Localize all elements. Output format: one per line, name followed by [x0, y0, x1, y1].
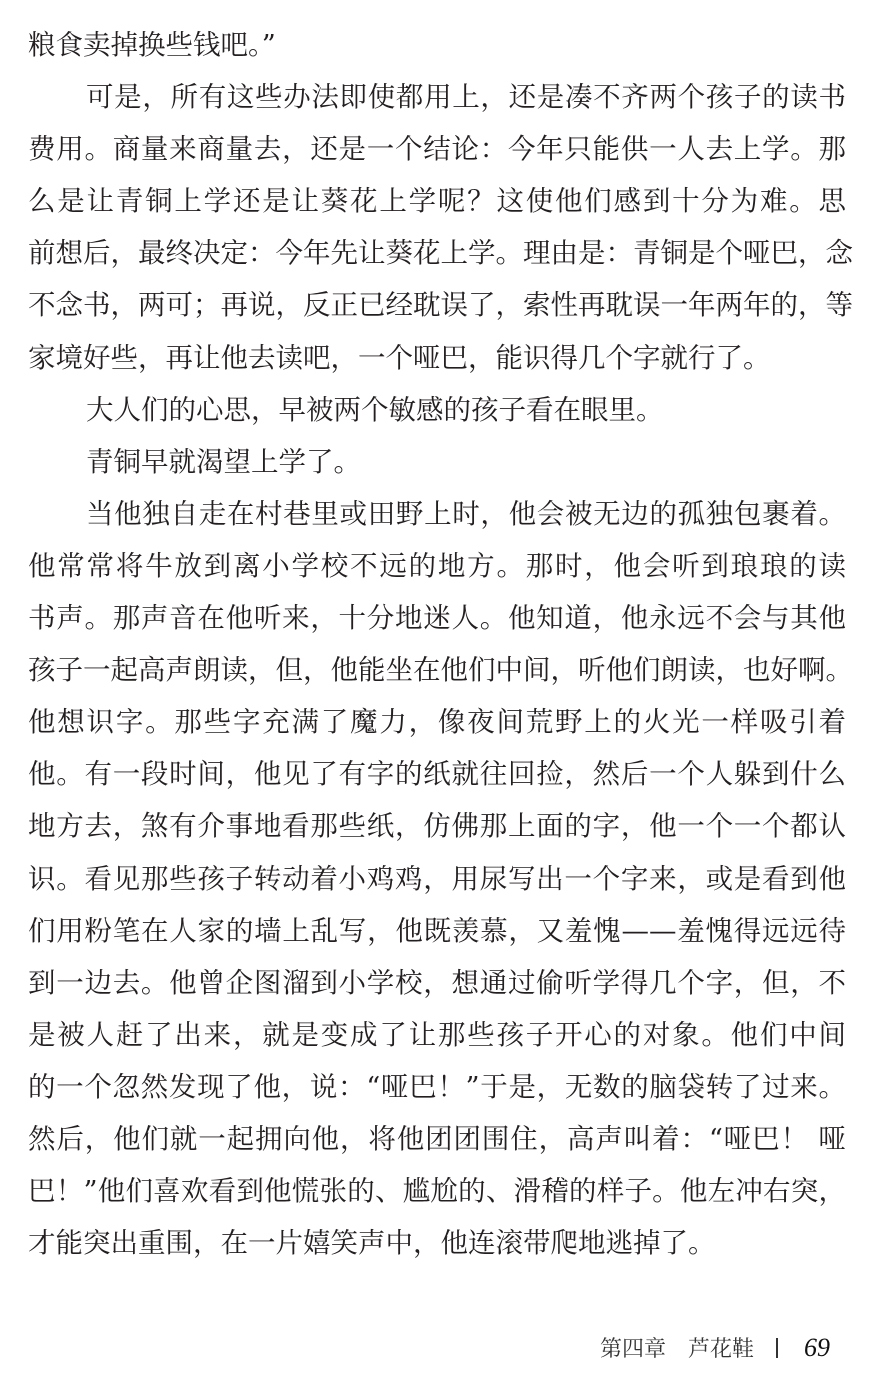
text-line: 们用粉笔在人家的墙上乱写，他既羡慕，又羞愧——羞愧得远远待 [28, 914, 846, 947]
text-line: 识。看见那些孩子转动着小鸡鸡，用尿写出一个字来，或是看到他 [28, 862, 846, 895]
page-number: 69 [804, 1333, 831, 1362]
text-line: 孩子一起高声朗读，但，他能坐在他们中间，听他们朗读，也好啊。 [28, 654, 853, 687]
text-line: 到一边去。他曾企图溜到小学校，想通过偷听学得几个字，但，不 [28, 966, 846, 999]
text-line: 才能突出重围，在一片嬉笑声中，他连滚带爬地逃掉了。 [28, 1227, 716, 1260]
text-line: 前想后，最终决定：今年先让葵花上学。理由是：青铜是个哑巴，念 [28, 237, 853, 270]
text-line: 巴！”他们喜欢看到他慌张的、尴尬的、滑稽的样子。他左冲右突， [28, 1175, 846, 1208]
text-line: 地方去，煞有介事地看那些纸，仿佛那上面的字，他一个一个都认 [28, 810, 846, 843]
chapter-title: 芦花鞋 [688, 1337, 755, 1362]
text-line: 他。有一段时间，他见了有字的纸就往回捡，然后一个人躲到什么 [28, 758, 846, 791]
body-text [28, 19, 853, 1269]
text-line: 青铜早就渴望上学了。 [86, 445, 361, 478]
text-line: 费用。商量来商量去，还是一个结论：今年只能供一人去上学。那 [28, 133, 846, 166]
text-line: 书声。那声音在他听来，十分地迷人。他知道，他永远不会与其他 [28, 602, 846, 635]
text-line: 可是，所有这些办法即使都用上，还是凑不齐两个孩子的读书 [86, 81, 846, 114]
page-footer [600, 1332, 830, 1363]
text-line: 大人们的心思，早被两个敏感的孩子看在眼里。 [86, 393, 664, 426]
text-line: 是被人赶了出来，就是变成了让那些孩子开心的对象。他们中间 [28, 1018, 846, 1051]
text-line: 当他独自走在村巷里或田野上时，他会被无边的孤独包裹着。 [86, 497, 846, 530]
text-line: 他想识字。那些字充满了魔力，像夜间荒野上的火光一样吸引着 [28, 706, 846, 739]
chapter-label: 第四章 [600, 1337, 667, 1362]
text-line: 么是让青铜上学还是让葵花上学呢？这使他们感到十分为难。思 [28, 185, 846, 218]
text-line: 粮食卖掉换些钱吧。” [28, 29, 276, 61]
text-line: 然后，他们就一起拥向他，将他团团围住，高声叫着：“哑巴！ 哑 [28, 1122, 846, 1155]
footer-separator [776, 1338, 778, 1358]
text-line: 的一个忽然发现了他，说：“哑巴！”于是，无数的脑袋转了过来。 [28, 1070, 846, 1103]
text-line: 他常常将牛放到离小学校不远的地方。那时，他会听到琅琅的读 [28, 549, 846, 582]
text-line: 不念书，两可；再说，反正已经耽误了，索性再耽误一年两年的，等 [28, 289, 853, 322]
text-line: 家境好些，再让他去读吧，一个哑巴，能识得几个字就行了。 [28, 341, 771, 374]
